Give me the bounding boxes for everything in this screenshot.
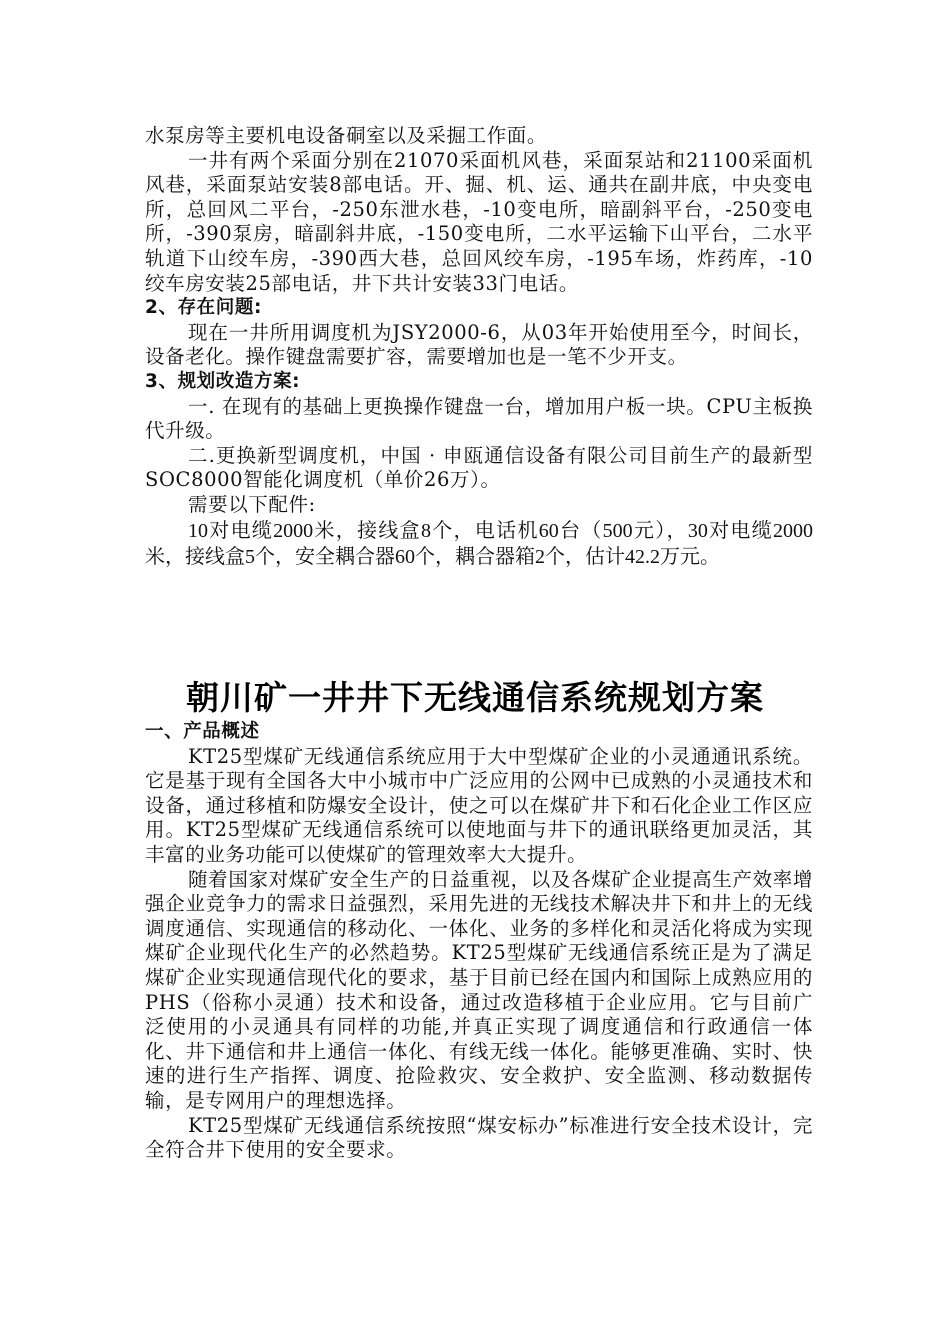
document-title: 朝川矿一井井下无线通信系统规划方案 (186, 678, 764, 717)
paragraph-plan-option-2: 二.更换新型调度机，中国 · 申瓯通信设备有限公司目前生产的最新型SOC8000智能化调度机（单价26万）。 (145, 443, 813, 492)
paragraph-parts-list: 10对电缆2000米，接线盒8个，电话机60台（500元），30对电缆2000米，接线盒5个，安全耦合器60个，耦合器箱2个，估计42.2万元。 (145, 519, 813, 568)
section-wireless-plan (145, 720, 813, 1163)
paragraph-existing-problems: 现在一井所用调度机为JSY2000-6，从03年开始使用至今，时间长，设备老化。操作键盘需要扩容，需要增加也是一笔不少开支。 (145, 320, 813, 369)
section-existing-situation (145, 124, 813, 570)
paragraph-overview-1: KT25型煤矿无线通信系统应用于大中型煤矿企业的小灵通通讯系统。它是基于现有全国各大中小城市中广泛应用的公网中已成熟的小灵通技术和设备，通过移植和防爆安全设计，使之可以在煤矿井下和石化企业工作区应用。KT25型煤矿无线通信系统可以使地面与井下的通讯联络更加灵活，其丰富的业务功能可以使煤矿的管理效率大大提升。 (145, 744, 813, 866)
paragraph-continued: 水泵房等主要机电设备硐室以及采掘工作面。 (145, 124, 548, 147)
paragraph-overview-2: 随着国家对煤矿安全生产的日益重视，以及各煤矿企业提高生产效率增强企业竞争力的需求日益强烈，采用先进的无线技术解决井下和井上的无线调度通信、实现通信的移动化、一体化、业务的多样化和灵活化将成为实现煤矿企业现代化生产的必然趋势。KT25型煤矿无线通信系统正是为了满足煤矿企业实现通信现代化的要求，基于目前已经在国内和国际上成熟应用的PHS（俗称小灵通）技术和设备，通过改造移植于企业应用。它与目前广泛使用的小灵通具有同样的功能,并真正实现了调度通信和行政通信一体化、井下通信和井上通信一体化、有线无线一体化。能够更准确、实时、快速的进行生产指挥、调度、抢险救灾、安全救护、安全监测、移动数据传输，是专网用户的理想选择。 (145, 867, 813, 1112)
paragraph-plan-option-1: 一. 在现有的基础上更换操作键盘一台，增加用户板一块。CPU主板换代升级。 (145, 394, 813, 443)
paragraph-overview-3: KT25型煤矿无线通信系统按照“煤安标办”标准进行安全技术设计，完全符合井下使用的安全要求。 (145, 1113, 813, 1162)
heading-renovation-plan: 3、规划改造方案: (145, 370, 301, 392)
paragraph-parts-label: 需要以下配件: (188, 492, 316, 516)
heading-product-overview: 一、产品概述 (145, 721, 260, 742)
paragraph-phone-locations: 一井有两个采面分别在21070采面机风巷，采面泵站和21100采面机风巷，采面泵站安装8部电话。开、掘、机、运、通共在副井底，中央变电所，总回风二平台，-250东泄水巷，-10变电所，暗副斜平台，-250变电所，-390泵房，暗副斜井底，-150变电所，二水平运输下山平台，二水平轨道下山绞车房，-390西大巷，总回风绞车房，-195车场，炸药库，-10绞车房安装25部电话，井下共计安装33门电话。 (145, 148, 813, 295)
heading-existing-problems: 2、存在问题: (145, 297, 262, 319)
